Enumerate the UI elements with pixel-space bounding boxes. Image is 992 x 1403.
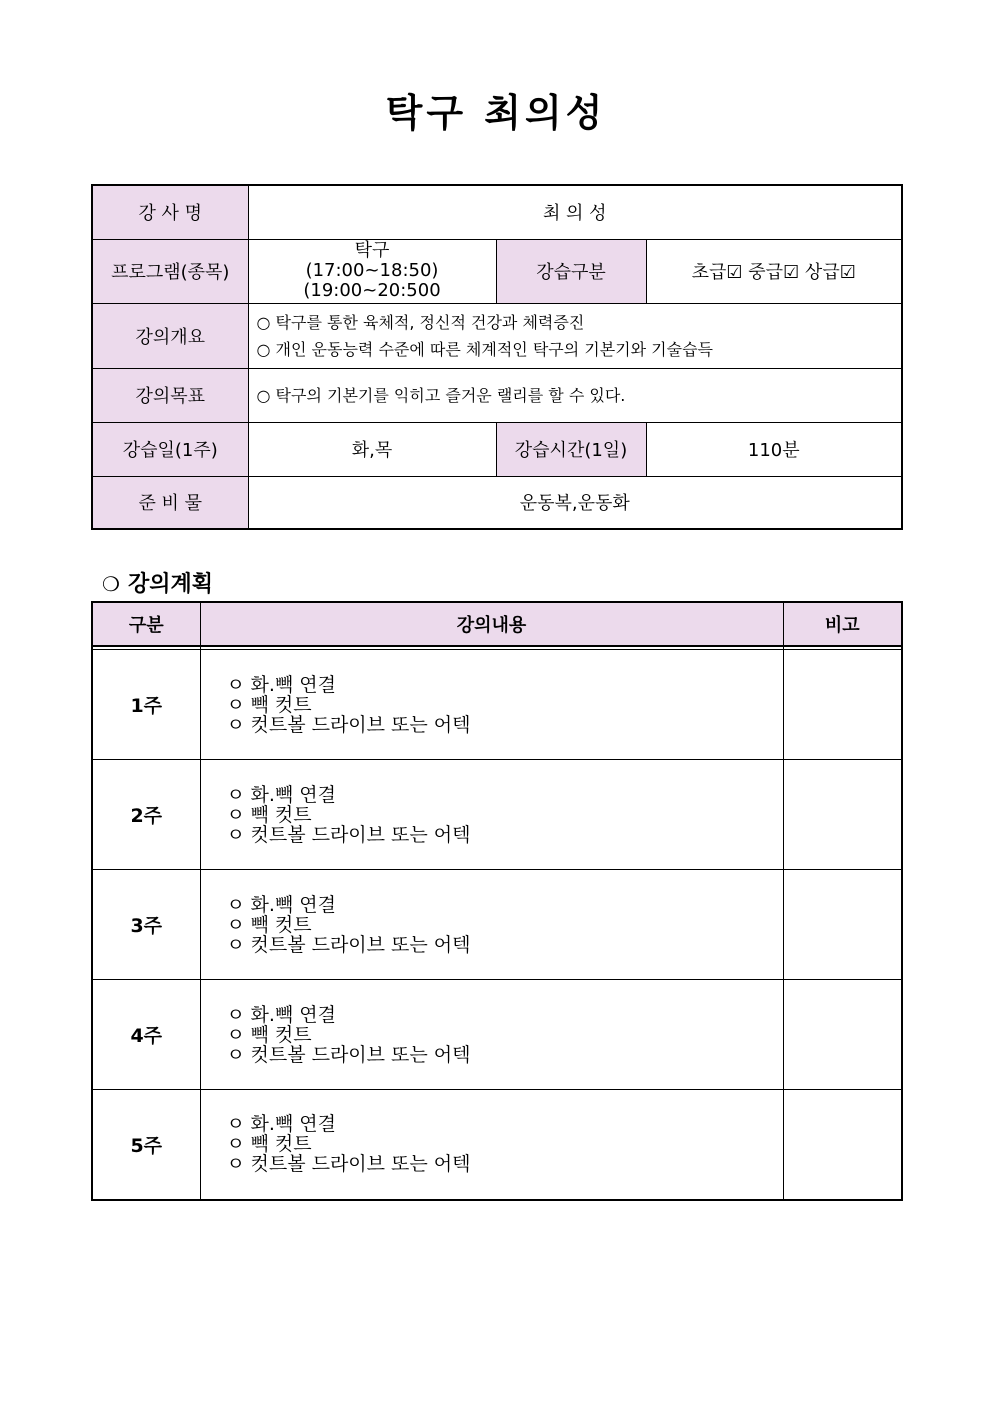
week-note xyxy=(783,1090,902,1200)
goal-row xyxy=(92,368,902,422)
list-bullet-icon: ㅇ xyxy=(226,1003,245,1026)
overview-label: 강의개요 xyxy=(92,303,248,368)
plan-body xyxy=(92,650,902,1200)
week-content xyxy=(200,870,783,980)
goal-label: 강의목표 xyxy=(92,368,248,422)
time-value: 110분 xyxy=(646,422,902,476)
list-item xyxy=(227,695,783,715)
program-row xyxy=(92,239,902,303)
list-item-text: 화.빽 연결 xyxy=(250,673,336,696)
instructor-row xyxy=(92,185,902,239)
list-bullet-icon: ㅇ xyxy=(226,783,245,806)
list-item-text: 빽 컷트 xyxy=(250,1023,312,1046)
level-value: 초급☑ 중급☑ 상급☑ xyxy=(646,239,902,303)
program-line: (17:00~18:50) xyxy=(305,260,439,281)
list-item-text: 컷트볼 드라이브 또는 어텍 xyxy=(250,933,471,956)
section-heading xyxy=(102,567,213,598)
week-content xyxy=(200,1090,783,1200)
lecture-plan-table xyxy=(91,601,903,1201)
table-row xyxy=(92,1090,902,1200)
list-item xyxy=(227,805,783,825)
list-item xyxy=(227,715,783,735)
overview-row xyxy=(92,303,902,368)
overview-list xyxy=(248,303,902,368)
list-item xyxy=(227,1005,783,1025)
list-item-text: 컷트볼 드라이브 또는 어텍 xyxy=(250,1153,471,1176)
list-item xyxy=(227,935,783,955)
header-category: 구분 xyxy=(92,602,200,646)
week-note xyxy=(783,980,902,1090)
days-value: 화,목 xyxy=(248,422,496,476)
list-bullet-icon: ㅇ xyxy=(226,1043,245,1066)
page-title: 탁구 최의성 xyxy=(385,91,607,135)
instructor-label: 강 사 명 xyxy=(92,185,248,239)
supplies-label: 준 비 물 xyxy=(92,476,248,529)
list-item-text: 화.빽 연결 xyxy=(250,783,336,806)
course-info-table xyxy=(91,184,903,530)
list-item xyxy=(227,1154,783,1174)
week-label: 2주 xyxy=(92,760,200,870)
schedule-row xyxy=(92,422,902,476)
week-label: 4주 xyxy=(92,980,200,1090)
week-note xyxy=(783,760,902,870)
list-bullet-icon: ㅇ xyxy=(226,1113,245,1136)
list-item-text: 빽 컷트 xyxy=(250,1133,312,1156)
list-bullet-icon: ㅇ xyxy=(226,1153,245,1176)
program-line: (19:00~20:500 xyxy=(303,280,441,301)
list-item-text: 컷트볼 드라이브 또는 어텍 xyxy=(250,823,471,846)
instructor-value: 최 의 성 xyxy=(248,185,902,239)
week-label: 3주 xyxy=(92,870,200,980)
list-item xyxy=(227,1114,783,1134)
list-item xyxy=(227,675,783,695)
table-row xyxy=(92,760,902,870)
list-item-text: 빽 컷트 xyxy=(250,913,312,936)
week-content xyxy=(200,980,783,1090)
section-title: 강의계획 xyxy=(127,572,213,597)
week-note xyxy=(783,870,902,980)
overview-item: ○ 탁구를 통한 육체적, 정신적 건강과 체력증진 xyxy=(256,312,585,332)
list-item-text: 컷트볼 드라이브 또는 어텍 xyxy=(250,1043,471,1066)
supplies-value: 운동복,운동화 xyxy=(248,476,902,529)
program-line: 탁구 xyxy=(354,240,390,261)
list-item-text: 화.빽 연결 xyxy=(250,1003,336,1026)
week-label: 5주 xyxy=(92,1090,200,1200)
list-item-text: 빽 컷트 xyxy=(250,803,312,826)
list-item-text: 화.빽 연결 xyxy=(250,893,336,916)
list-bullet-icon: ㅇ xyxy=(226,673,245,696)
list-bullet-icon: ㅇ xyxy=(226,933,245,956)
list-item xyxy=(227,1025,783,1045)
list-item-text: 화.빽 연결 xyxy=(250,1113,336,1136)
plan-header-row xyxy=(92,602,902,646)
level-label: 강습구분 xyxy=(496,239,646,303)
list-item xyxy=(227,1134,783,1154)
week-label: 1주 xyxy=(92,650,200,760)
week-content xyxy=(200,650,783,760)
list-bullet-icon: ㅇ xyxy=(226,823,245,846)
program-label: 프로그램(종목) xyxy=(92,239,248,303)
list-item xyxy=(227,785,783,805)
header-note: 비고 xyxy=(783,602,902,646)
week-note xyxy=(783,650,902,760)
list-item xyxy=(227,895,783,915)
list-bullet-icon: ㅇ xyxy=(226,1023,245,1046)
list-bullet-icon: ㅇ xyxy=(226,913,245,936)
list-item-text: 컷트볼 드라이브 또는 어텍 xyxy=(250,713,471,736)
list-bullet-icon: ㅇ xyxy=(226,1133,245,1156)
list-item-text: 빽 컷트 xyxy=(250,693,312,716)
goal-value: ○ 탁구의 기본기를 익히고 즐거운 랠리를 할 수 있다. xyxy=(248,368,902,422)
time-label: 강습시간(1일) xyxy=(496,422,646,476)
table-row xyxy=(92,650,902,760)
list-bullet-icon: ㅇ xyxy=(226,713,245,736)
header-content: 강의내용 xyxy=(200,602,783,646)
list-item xyxy=(227,825,783,845)
overview-item: ○ 개인 운동능력 수준에 따른 체계적인 탁구의 기본기와 기술습득 xyxy=(256,339,714,359)
circle-bullet-icon: ❍ xyxy=(102,572,120,596)
list-bullet-icon: ㅇ xyxy=(226,693,245,716)
table-row xyxy=(92,870,902,980)
days-label: 강습일(1주) xyxy=(92,422,248,476)
table-row xyxy=(92,980,902,1090)
supplies-row xyxy=(92,476,902,529)
week-content xyxy=(200,760,783,870)
list-item xyxy=(227,915,783,935)
list-bullet-icon: ㅇ xyxy=(226,803,245,826)
list-item xyxy=(227,1045,783,1065)
program-value xyxy=(248,239,496,303)
list-bullet-icon: ㅇ xyxy=(226,893,245,916)
